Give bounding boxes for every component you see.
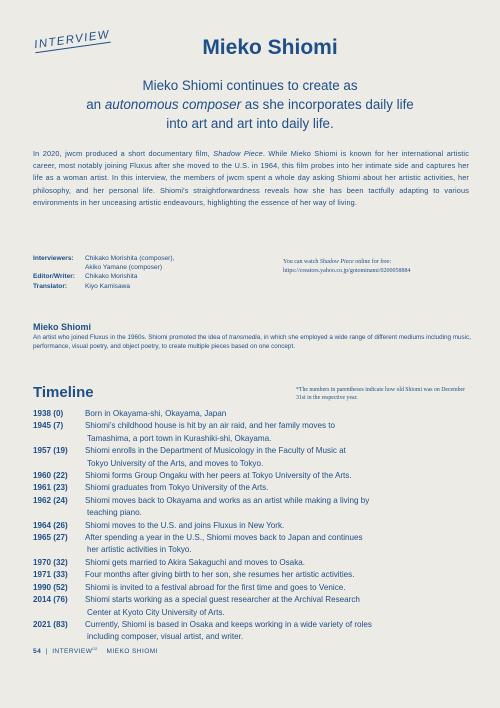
timeline-text-line: Shiomi starts working as a special guest researcher at the Archival Research <box>85 595 360 605</box>
timeline-text-line: teaching piano. <box>87 508 142 518</box>
interviewers-value-1: Chikako Morishita (composer), <box>85 255 175 262</box>
timeline-year: 1938 (0) <box>33 409 64 418</box>
lede-line-2 <box>30 95 470 114</box>
timeline-text <box>85 520 473 532</box>
timeline-text-line: Shiomi forms Group Ongaku with her peers at Tokyo University of the Arts. <box>85 471 352 481</box>
interview-tag-text: INTERVIEW <box>33 28 111 52</box>
timeline-text-line: Shiomi moves to the U.S. and joins Fluxus in New York. <box>85 520 285 530</box>
lede-line-1: Mieko Shiomi continues to create as <box>142 78 358 93</box>
timeline-year: 1965 (27) <box>33 533 68 543</box>
timeline-year: 1957 (19) <box>33 446 68 456</box>
intro-post: . While Mieko Shiomi is known for her international artistic career, most notably joining Fluxus after she moved to the U.S. in 1964, this film probes into her intimate side and captures her life as a woman artist. In this interview, the members of jwcm spent a whole day asking Shiomi about her artistic activities, her philosophy, and her personal life. Shiomi's straightforwardness reveals how she has been tactfully adapting to various environments in her unceasing artistic endeavours, highlighting the essence of her way of living. <box>33 149 470 207</box>
timeline-entry <box>33 532 473 557</box>
timeline-text-line: Born in Okayama-shi, Okayama, Japan <box>85 409 227 418</box>
timeline-entry <box>33 594 473 619</box>
timeline-year: 1970 (32) <box>33 557 68 567</box>
bio-pre: An artist who joined Fluxus in the 1960s. Shiomi promoted the idea of <box>33 334 229 341</box>
bio-emphasis: transmedia <box>228 334 261 341</box>
timeline-text <box>85 482 473 494</box>
translator-label: Translator: <box>33 282 68 290</box>
interviewers-value-2: Akiko Yamane (composer) <box>85 264 163 272</box>
lede-line-2-pre: an <box>86 97 105 112</box>
page-title: Mieko Shiomi <box>202 36 338 59</box>
bio-post: , in which she employed a wide range of different mediums including music, performance, visual poetry, and object poetry, to create multiple pieces based on one concept. <box>33 334 471 350</box>
timeline-text-line: Shiomi enrolls in the Department of Musicology in the Faculty of Music at <box>85 446 346 456</box>
footer-section-number: 02 <box>92 646 98 651</box>
timeline-year: 1962 (24) <box>33 495 68 505</box>
watch-url[interactable]: https://creators.yahoo.co.jp/gotominami/0200058884 <box>283 267 411 274</box>
timeline-text <box>85 470 473 482</box>
timeline-heading: Timeline <box>33 384 94 401</box>
timeline-entry <box>33 582 473 594</box>
timeline-entry <box>33 470 473 482</box>
page-number: 54 <box>33 648 42 656</box>
intro-film-title: Shadow Piece <box>213 149 263 158</box>
timeline-year: 1990 (52) <box>33 582 68 592</box>
timeline-entry <box>33 445 473 470</box>
timeline-text-line: Shiomi’s childhood house is hit by an air raid, and her family moves to <box>85 421 335 431</box>
credits-interviewers <box>33 254 174 263</box>
timeline-text-line: Shiomi is invited to a festival abroad for the first time and goes to Venice. <box>85 582 346 592</box>
timeline-text <box>85 582 473 594</box>
timeline-year: 1945 (7) <box>33 421 64 431</box>
timeline-text <box>85 495 473 520</box>
editor-label: Editor/Writer: <box>33 273 76 281</box>
timeline-text-line: including composer, visual artist, and writer. <box>87 632 244 642</box>
watch-note <box>283 258 473 275</box>
timeline-text-line: Shiomi gets married to Akira Sakaguchi and moves to Osaka. <box>85 557 305 567</box>
timeline-note: *The numbers in parentheses indicate how old Shiomi was on December 31st in the respective year. <box>296 387 466 402</box>
editor-value: Chikako Morishita <box>85 273 138 281</box>
footer-section: INTERVIEW <box>52 648 93 656</box>
page-footer <box>33 646 158 655</box>
timeline-entry <box>33 420 473 445</box>
timeline-text-line: her artistic activities in Tokyo. <box>87 545 192 555</box>
timeline-text <box>85 619 473 644</box>
timeline-text-line: Center at Kyoto City University of Arts. <box>87 607 225 617</box>
timeline-text <box>85 532 473 557</box>
lede <box>30 76 470 133</box>
timeline-text-line: Currently, Shiomi is based in Osaka and keeps working in a wide variety of roles <box>85 619 372 629</box>
credits <box>33 254 174 291</box>
timeline-text-line: After spending a year in the U.S., Shiomi moves back to Japan and continues <box>85 533 363 543</box>
timeline-entry <box>33 557 473 569</box>
timeline-entry <box>33 482 473 494</box>
timeline-text <box>85 557 473 569</box>
timeline-year: 1971 (33) <box>33 570 68 580</box>
timeline-text-line: Shiomi moves back to Okayama and works as an artist while making a living by <box>85 495 370 505</box>
timeline-text <box>85 408 473 420</box>
timeline-year: 2014 (76) <box>33 595 68 605</box>
lede-line-3: into art and art into daily life. <box>166 116 334 131</box>
timeline-entry <box>33 408 473 420</box>
timeline-entry <box>33 495 473 520</box>
credits-editor <box>33 272 174 281</box>
timeline-text <box>85 569 473 581</box>
timeline-text-line: Tamashima, a port town in Kurashiki-shi, Okayama. <box>87 433 272 443</box>
timeline-year: 2021 (83) <box>33 619 68 629</box>
watch-line <box>283 258 473 267</box>
watch-pre: You can watch <box>283 259 320 265</box>
timeline-text-line: Tokyo University of the Arts, and moves to Tokyo. <box>87 458 264 468</box>
timeline-text <box>85 420 473 445</box>
timeline-text <box>85 594 473 619</box>
intro-paragraph <box>33 148 469 209</box>
intro-pre: In 2020, jwcm produced a short documentary film, <box>33 149 214 158</box>
timeline-text <box>85 445 473 470</box>
timeline-year: 1961 (23) <box>33 483 68 493</box>
bio-heading: Mieko Shiomi <box>33 322 92 332</box>
translator-value: Kiyo Kamisawa <box>85 282 131 290</box>
lede-emphasis: autonomous composer <box>104 97 242 112</box>
credits-translator <box>33 282 174 291</box>
timeline-year: 1960 (22) <box>33 471 68 481</box>
timeline-text-line: Four months after giving birth to her son, she resumes her artistic activities. <box>85 570 355 580</box>
timeline-entry <box>33 619 473 644</box>
bio-paragraph <box>33 334 471 351</box>
interviewers-label: Interviewers: <box>33 255 74 262</box>
watch-post: online for free: <box>353 259 392 265</box>
timeline-year: 1964 (26) <box>33 520 68 530</box>
footer-name: MIEKO SHIOMI <box>106 648 158 656</box>
timeline-entry <box>33 520 473 532</box>
timeline-entry <box>33 569 473 581</box>
timeline-list <box>33 408 473 644</box>
watch-film-title: Shadow Piece <box>319 259 354 265</box>
footer-separator: | <box>45 648 48 656</box>
timeline-text-line: Shiomi graduates from Tokyo University of the Arts. <box>85 483 269 493</box>
lede-line-2-post: as she incorporates daily life <box>241 97 414 112</box>
